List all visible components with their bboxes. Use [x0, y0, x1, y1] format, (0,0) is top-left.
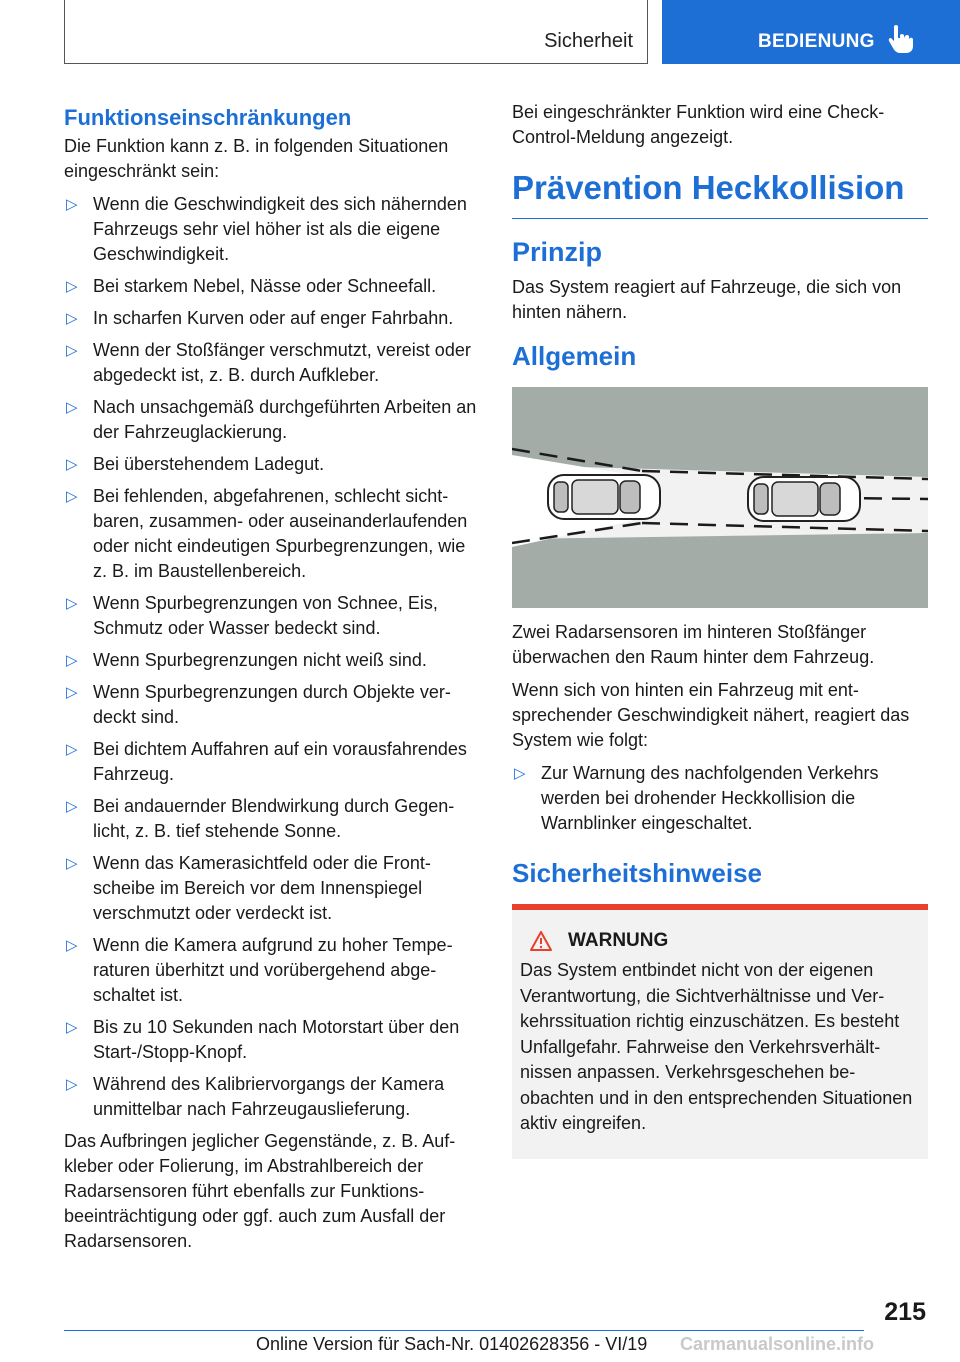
general-text-2: Wenn sich von hinten ein Fahrzeug mit entsprechender Geschwindigkeit nähert, reagiert das System wie folgt:: [512, 680, 910, 750]
list-item: [64, 737, 478, 787]
triangle-bullet-icon: ▷: [66, 652, 78, 669]
list-item-text: Bis zu 10 Sekunden nach Motorstart über den Start-/Stopp-Knopf.: [93, 1017, 460, 1062]
triangle-bullet-icon: ▷: [66, 684, 78, 701]
footer-divider: [64, 1330, 864, 1331]
warning-triangle-icon: [530, 931, 552, 951]
following-car-icon: [548, 475, 660, 519]
restrictions-intro: Die Funktion kann z. B. in folgenden Situationen eingeschränkt sein:: [64, 136, 449, 181]
warning-box: [512, 904, 928, 1159]
list-item-text: Bei andauernder Blendwirkung durch Gegenlicht, z. B. tief stehende Sonne.: [93, 796, 455, 841]
triangle-bullet-icon: ▷: [66, 310, 78, 327]
list-item: [64, 395, 478, 445]
principle-text: Das System reagiert auf Fahrzeuge, die sich von hinten nähern.: [512, 277, 902, 322]
triangle-bullet-icon: ▷: [66, 399, 78, 416]
list-item-text: Zur Warnung des nachfolgenden Verkehrs werden bei drohender Heckkollision die Warnblinker eingeschaltet.: [541, 763, 879, 833]
triangle-bullet-icon: ▷: [66, 741, 78, 758]
list-item-text: Wenn der Stoßfänger verschmutzt, vereist oder abgedeckt ist, z. B. durch Aufkleber.: [93, 340, 471, 385]
radar-illustration: [512, 387, 928, 608]
page-number: 215: [884, 1298, 926, 1326]
hand-pointer-icon: [888, 24, 914, 54]
list-item-text: Wenn Spurbegrenzungen nicht weiß sind.: [93, 650, 427, 670]
header-section-title: Sicherheit: [544, 30, 633, 52]
list-item: [64, 851, 478, 926]
list-item: [64, 680, 478, 730]
list-item: [64, 933, 478, 1008]
list-item-text: Wenn das Kamerasichtfeld oder die Frontscheibe im Bereich vor dem Innenspiegel verschmutzt oder verdeckt ist.: [93, 853, 431, 923]
header-chapter-tab[interactable]: [662, 0, 960, 64]
list-item: [64, 484, 478, 584]
triangle-bullet-icon: ▷: [66, 488, 78, 505]
list-item: [64, 1015, 478, 1065]
general-list: [512, 761, 928, 836]
triangle-bullet-icon: ▷: [66, 342, 78, 359]
footer-text: Online Version für Sach-Nr. 01402628356 - VI/19: [256, 1334, 648, 1354]
list-item: [64, 274, 478, 299]
watermark: Carmanualsonline.info: [680, 1334, 875, 1354]
list-item: [64, 648, 478, 673]
triangle-bullet-icon: ▷: [66, 937, 78, 954]
list-item-text: Wenn die Kamera aufgrund zu hoher Temperaturen überhitzt und vorübergehend abgeschaltet ist.: [93, 935, 453, 1005]
list-item: [64, 192, 478, 267]
triangle-bullet-icon: ▷: [66, 196, 78, 213]
list-item-text: Wenn Spurbegrenzungen durch Objekte verdeckt sind.: [93, 682, 451, 727]
list-item-text: Bei fehlenden, abgefahrenen, schlecht sichtbaren, zusammen- oder auseinanderlaufenden oder nicht eindeutigen Spurbegrenzungen, wie z. B. im Baustellenbereich.: [93, 486, 468, 581]
list-item: [64, 591, 478, 641]
list-item: [64, 338, 478, 388]
list-item: [64, 452, 478, 477]
triangle-bullet-icon: ▷: [514, 765, 526, 782]
list-item-text: Nach unsachgemäß durchgeführten Arbeiten an der Fahrzeuglackierung.: [93, 397, 477, 442]
triangle-bullet-icon: ▷: [66, 595, 78, 612]
list-item-text: Wenn Spurbegrenzungen von Schnee, Eis, Schmutz oder Wasser bedeckt sind.: [93, 593, 438, 638]
warning-text: Das System entbindet nicht von der eigenen Verantwortung, die Sichtverhältnisse und Verkehrssituation richtig einzuschätzen. Es besteht Unfallgefahr. Fahrweise den Verkehrsverhältnissen anpassen. Verkehrsgeschehen beobachten und in den entsprechenden Situationen aktiv eingreifen.: [520, 960, 913, 1133]
general-heading: Allgemein: [512, 341, 637, 371]
restrictions-list: [64, 192, 478, 1122]
list-item: [512, 761, 928, 836]
triangle-bullet-icon: ▷: [66, 855, 78, 872]
list-item-text: Bei dichtem Auffahren auf ein vorausfahrendes Fahrzeug.: [93, 739, 467, 784]
list-item: [64, 1072, 478, 1122]
triangle-bullet-icon: ▷: [66, 278, 78, 295]
restrictions-outro: Das Aufbringen jeglicher Gegenstände, z. B. Aufkleber oder Folierung, im Abstrahlbereich der Radarsensoren führt ebenfalls zur Funktionsbeeinträchtigung oder ggf. auch zum Ausfall der Radarsensoren.: [64, 1131, 456, 1251]
list-item-text: In scharfen Kurven oder auf enger Fahrbahn.: [93, 308, 454, 328]
list-item-text: Wenn die Geschwindigkeit des sich nähernden Fahrzeugs sehr viel höher ist als die eigene Geschwindigkeit.: [93, 194, 467, 264]
list-item-text: Während des Kalibriervorgangs der Kamera unmittelbar nach Fahrzeugauslieferung.: [93, 1074, 445, 1119]
safety-heading: Sicherheitshinweise: [512, 858, 762, 888]
warning-label: WARNUNG: [568, 930, 669, 951]
general-text-1: Zwei Radarsensoren im hinteren Stoßfänger überwachen den Raum hinter dem Fahrzeug.: [512, 622, 875, 667]
principle-heading: Prinzip: [512, 237, 603, 267]
left-column: [64, 100, 478, 1262]
list-item-text: Bei starkem Nebel, Nässe oder Schneefall.: [93, 276, 437, 296]
triangle-bullet-icon: ▷: [66, 798, 78, 815]
list-item: [64, 794, 478, 844]
section-title: Prävention Heckkollision: [512, 168, 928, 219]
right-column: [512, 100, 928, 1159]
triangle-bullet-icon: ▷: [66, 1076, 78, 1093]
restrictions-heading: Funktionseinschränkungen: [64, 105, 352, 130]
check-control-note: Bei eingeschränkter Funktion wird eine Check-Control-Meldung angezeigt.: [512, 102, 885, 147]
triangle-bullet-icon: ▷: [66, 456, 78, 473]
list-item-text: Bei überstehendem Ladegut.: [93, 454, 325, 474]
header-section-box: [64, 0, 648, 64]
own-car-icon: [748, 477, 860, 521]
list-item: [64, 306, 478, 331]
header-chapter-title: BEDIENUNG: [758, 31, 875, 52]
triangle-bullet-icon: ▷: [66, 1019, 78, 1036]
